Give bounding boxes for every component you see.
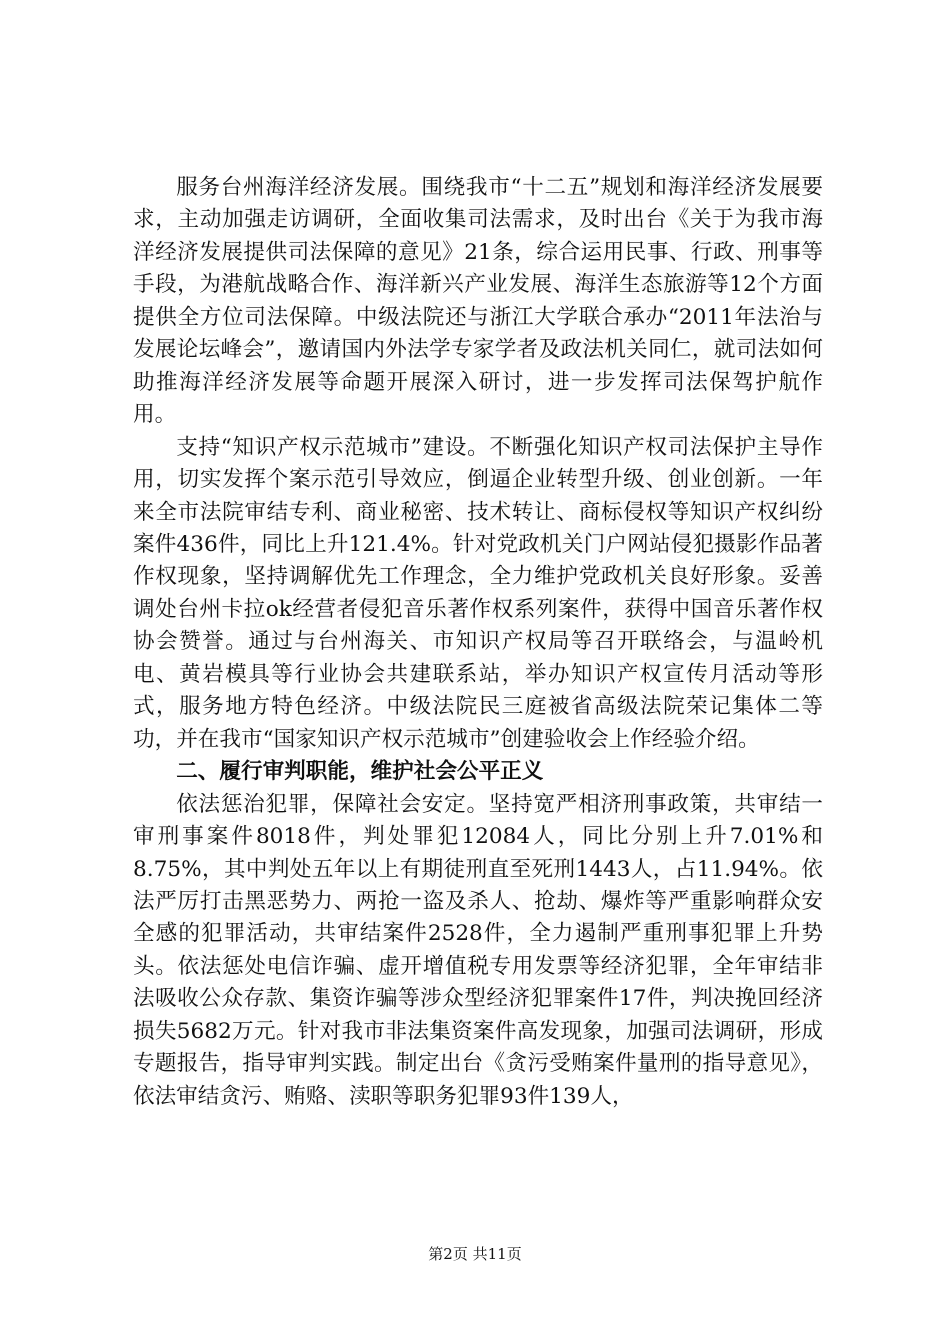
document-body (133, 172, 823, 1113)
paragraph-marine-economy: 服务台州海洋经济发展。围绕我市“十二五”规划和海洋经济发展要求，主动加强走访调研，全面收集司法需求，及时出台《关于为我市海洋经济发展提供司法保障的意见》21条，综合运用民事、行政、刑事等手段，为港航战略合作、海洋新兴产业发展、海洋生态旅游等12个方面提供全方位司法保障。中级法院还与浙江大学联合承办“2011年法治与发展论坛峰会”，邀请国内外法学专家学者及政法机关同仁，就司法如何助推海洋经济发展等命题开展深入研讨，进一步发挥司法保驾护航作用。 (133, 175, 823, 428)
paragraph-intellectual-property: 支持“知识产权示范城市”建设。不断强化知识产权司法保护主导作用，切实发挥个案示范引导效应，倒逼企业转型升级、创业创新。一年来全市法院审结专利、商业秘密、技术转让、商标侵权等知识产权纠纷案件436件，同比上升121.4%。针对党政机关门户网站侵犯摄影作品著作权现象，坚持调解优先工作理念，全力维护党政机关良好形象。妥善调处台州卡拉ok经营者侵犯音乐著作权系列案件，获得中国音乐著作权协会赞誉。通过与台州海关、市知识产权局等召开联络会，与温岭机电、黄岩模具等行业协会共建联系站，举办知识产权宣传月活动等形式，服务地方特色经济。中级法院民三庭被省高级法院荣记集体二等功，并在我市“国家知识产权示范城市”创建验收会上作经验介绍。 (133, 434, 823, 752)
page-number-footer: 第2页 共11页 (428, 1245, 522, 1263)
paragraph-criminal-justice: 依法惩治犯罪，保障社会安定。坚持宽严相济刑事政策，共审结一审刑事案件8018件，判处罪犯12084人，同比分别上升7.01%和8.75%，其中判处五年以上有期徒刑直至死刑1443人，占11.94%。依法严厉打击黑恶势力、两抢一盗及杀人、抢劫、爆炸等严重影响群众安全感的犯罪活动，共审结案件2528件，全力遏制严重刑事犯罪上升势头。依法惩处电信诈骗、虚开增值税专用发票等经济犯罪，全年审结非法吸收公众存款、集资诈骗等涉众型经济犯罪案件17件，判决挽回经济损失5682万元。针对我市非法集资案件高发现象，加强司法调研，形成专题报告，指导审判实践。制定出台《贪污受贿案件量刑的指导意见》，依法审结贪污、贿赂、渎职等职务犯罪93件139人， (133, 791, 823, 1109)
section-heading: 二、履行审判职能，维护社会公平正义 (176, 759, 544, 785)
